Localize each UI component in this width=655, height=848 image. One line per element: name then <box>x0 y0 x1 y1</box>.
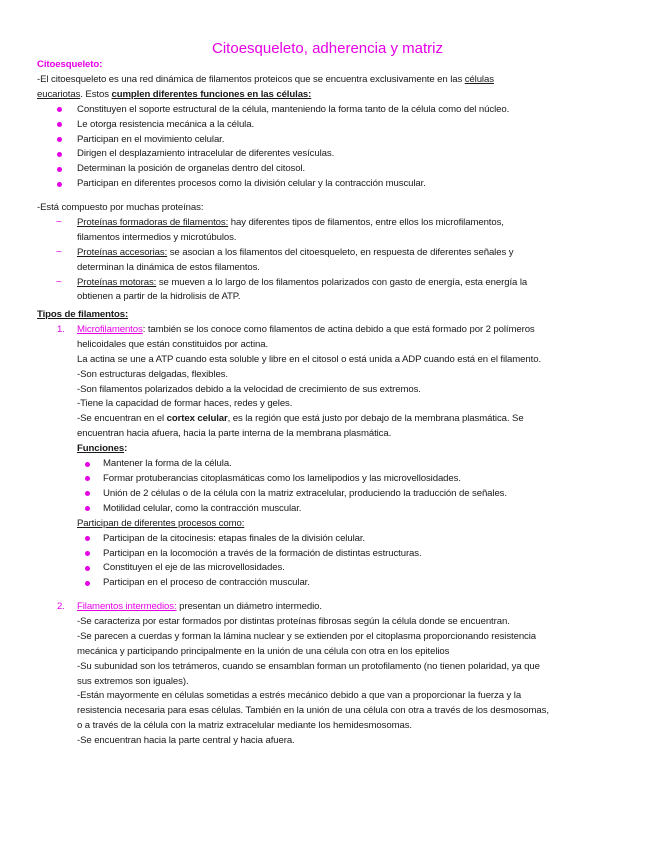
list-item: ~ Proteínas motoras: se mueven a lo largo de los filamentos polarizados con gasto de energía, esta energía la obtienen a partir de la hidrolisis de ATP. <box>56 276 528 303</box>
bullet-icon <box>85 566 90 571</box>
list-item: Participan en el movimiento celular. <box>37 133 627 148</box>
list-item: ~ Proteínas accesorias: se asocian a los filamentos del citoesqueleto, en respuesta de diferentes señales y determinan la dinámica de estos filamentos. <box>56 246 514 273</box>
intro-underlined-eukaryotic: eucariotas <box>37 88 81 100</box>
page-title: Citoesqueleto, adherencia y matriz <box>212 40 443 57</box>
list-item: Mantener la forma de la célula. <box>37 457 627 472</box>
bullet-icon <box>57 167 62 172</box>
cytoskeleton-functions-list <box>37 103 627 192</box>
microfilament-processes-list <box>37 532 627 592</box>
intro-line-2 <box>37 88 627 103</box>
bullet-icon <box>85 491 90 496</box>
list-item: Formar protuberancias citoplasmáticas como los lamelipodios y las microvellosidades. <box>37 472 627 487</box>
list-item: Participan en la locomoción a través de la formación de distintas estructuras. <box>37 547 627 562</box>
list-item: ~ Proteínas formadoras de filamentos: hay diferentes tipos de filamentos, entre ellos los microfilamentos, filamentos intermedios y microtúbulos. <box>56 216 504 243</box>
processes-heading: Participan de diferentes procesos como: <box>77 517 245 529</box>
microfilaments-term: Microfilamentos <box>77 323 143 335</box>
list-item: Unión de 2 células o de la célula con la matriz extracelular, produciendo la traducción de señales. <box>37 487 627 502</box>
list-item: Participan en diferentes procesos como la división celular y la contracción muscular. <box>37 177 627 192</box>
intro-underlined-cells: células <box>464 73 494 85</box>
proteins-list <box>37 216 627 305</box>
intermediate-filaments-term: Filamentos intermedios: <box>77 601 177 612</box>
bullet-icon <box>57 122 62 127</box>
filament-types-heading: Tipos de filamentos: <box>37 309 129 320</box>
bullet-icon <box>85 581 90 586</box>
intro-line-1 <box>37 73 627 88</box>
bullet-icon <box>57 107 62 112</box>
bullet-icon <box>85 462 90 467</box>
list-item: Constituyen el soporte estructural de la célula, manteniendo la forma tanto de la célula como del núcleo. <box>37 103 627 118</box>
list-item: Le otorga resistencia mecánica a la célula. <box>37 118 627 133</box>
tilde-bullet-icon: ~ <box>56 216 62 228</box>
bullet-icon <box>85 551 90 556</box>
bullet-icon <box>57 137 62 142</box>
list-number: 1. <box>57 323 65 335</box>
intermediate-filaments-section <box>37 600 627 749</box>
intro-text: -El citoesqueleto es una red dinámica de filamentos proteicos que se encuentra exclusivamente en las <box>37 73 465 85</box>
microfilaments-item: 1. Microfilamentos: también se los conoce como filamentos de actina debido a que está formado por 2 polímeros helicoidales que están constituidos por actina. La actina se une a ATP cuando esta soluble y libre en el citosol o está unida a ADP cuando está en el filamento. -Son estructuras delgadas, flexibles. -Son filamentos polarizados debido a la velocidad de crecimiento de sus extremos. -Tiene la capacidad de formar haces, redes y geles. -Se encuentran en el cortex celular, es la región que está justo por debajo de la membrana plasmática. Se encuentran hacia afuera, hacia la parte interna de la membrana plasmática. Funciones: <box>37 323 627 457</box>
tilde-bullet-icon: ~ <box>56 246 62 258</box>
bullet-icon <box>57 182 62 187</box>
list-item: Participan de la citocinesis: etapas finales de la división celular. <box>37 532 627 547</box>
bullet-icon <box>85 506 90 511</box>
cytoskeleton-heading: Citoesqueleto: <box>37 59 103 70</box>
intro-text-2: . Estos <box>80 88 112 100</box>
proteins-section <box>37 201 627 305</box>
bullet-icon <box>85 476 90 481</box>
list-item: Constituyen el eje de las microvellosidades. <box>37 561 627 576</box>
bullet-icon <box>85 536 90 541</box>
intermediate-filaments-item: 2. Filamentos intermedios: presentan un diámetro intermedio. -Se caracteriza por estar formados por distintas proteínas fibrosas según la célula donde se encuentran. -Se parecen a cuerdas y forman la lámina nuclear y se extienden por el citoplasma proporcionando resistencia mecánica y participando principalmente en la unión de una célula con otra en los epitelios -Su subunidad son los tetrámeros, cuando se ensamblan forman un protofilamento (no tienen polaridad, ya que sus extremos son iguales). -Están mayormente en células sometidas a estrés mecánico debido a que van a proporcionar la fuerza y la resistencia necesaria para esas células. También en la unión de una célula con otra a través de los desmosomas, o a través de la célula con la matriz extracelular mediante los hemidesmosomas. -Se encuentran hacia la parte central y hacia afuera. <box>57 601 549 747</box>
microfilament-functions-list <box>37 457 627 517</box>
list-item: Determinan la posición de organelas dentro del citosol. <box>37 162 627 177</box>
proteins-intro: -Está compuesto por muchas proteínas: <box>37 202 204 213</box>
filament-types-section <box>37 308 627 591</box>
list-item: Dirigen el desplazamiento intracelular de diferentes vesículas. <box>37 147 627 162</box>
tilde-bullet-icon: ~ <box>56 276 62 288</box>
bullet-icon <box>57 152 62 157</box>
cortex-term: cortex celular <box>166 413 228 425</box>
list-item: Motilidad celular, como la contracción muscular. <box>37 502 627 517</box>
list-number: 2. <box>57 601 65 612</box>
intro-functions-phrase: cumplen diferentes funciones en las células: <box>111 88 312 100</box>
functions-heading: Funciones: <box>77 443 128 455</box>
list-item: Participan en el proceso de contracción muscular. <box>37 576 627 591</box>
cytoskeleton-section <box>37 58 627 192</box>
